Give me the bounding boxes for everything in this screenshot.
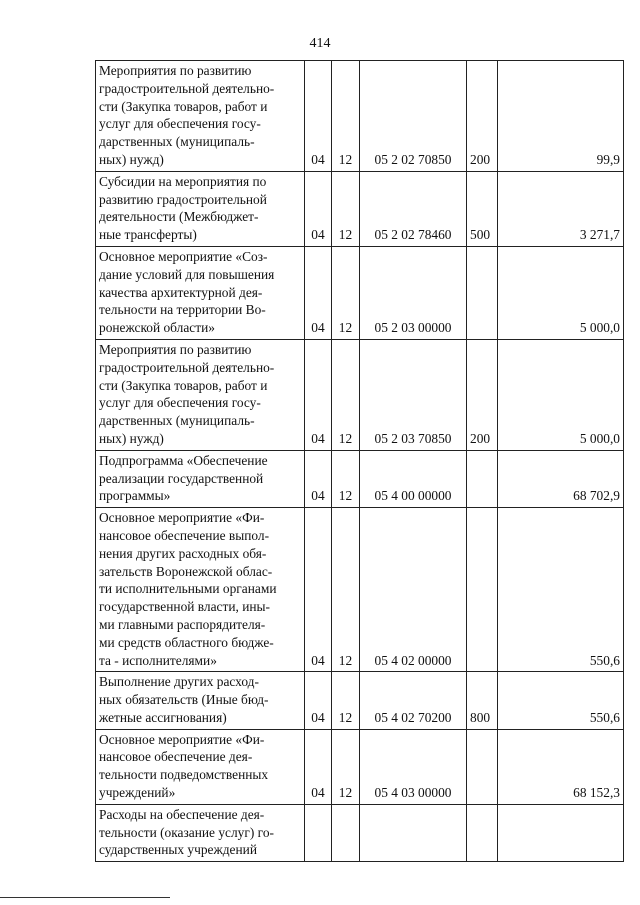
expense-type-cell (467, 246, 498, 339)
subsection-code-cell: 12 (332, 508, 360, 672)
row-name-cell: Подпрограмма «Обеспечение реализации государственной программы» (96, 450, 305, 507)
section-code-cell: 04 (305, 246, 332, 339)
target-article-cell (360, 804, 467, 861)
sum-cell: 3 271,7 (498, 171, 624, 246)
subsection-code-cell: 12 (332, 171, 360, 246)
target-article-cell: 05 2 02 70850 (360, 61, 467, 172)
table-row (96, 61, 624, 172)
table-row (96, 339, 624, 450)
subsection-code-cell: 12 (332, 450, 360, 507)
subsection-code-cell (332, 804, 360, 861)
section-code-cell: 04 (305, 450, 332, 507)
target-article-cell: 05 4 02 00000 (360, 508, 467, 672)
page-number: 414 (309, 36, 331, 51)
section-code-cell (305, 804, 332, 861)
sum-cell: 5 000,0 (498, 246, 624, 339)
row-name-cell: Расходы на обеспечение дея- тельности (оказание услуг) го- сударственных учреждений (96, 804, 305, 861)
sum-cell: 68 152,3 (498, 729, 624, 804)
table-row (96, 804, 624, 861)
expense-type-cell: 200 (467, 339, 498, 450)
sum-cell: 68 702,9 (498, 450, 624, 507)
budget-table (95, 60, 624, 862)
sum-cell (498, 804, 624, 861)
table-row (96, 508, 624, 672)
target-article-cell: 05 4 02 70200 (360, 672, 467, 729)
row-name-cell: Мероприятия по развитию градостроительной деятельно- сти (Закупка товаров, работ и услуг для обеспечения госу- дарственных (муниципаль- ных) нужд) (96, 339, 305, 450)
sum-cell: 99,9 (498, 61, 624, 172)
sum-cell: 550,6 (498, 672, 624, 729)
row-name-cell: Основное мероприятие «Фи- нансовое обеспечение дея- тельности подведомственных учреждений» (96, 729, 305, 804)
table-row (96, 450, 624, 507)
section-code-cell: 04 (305, 672, 332, 729)
section-code-cell: 04 (305, 339, 332, 450)
budget-table-body (96, 61, 624, 862)
expense-type-cell (467, 729, 498, 804)
expense-type-cell (467, 450, 498, 507)
target-article-cell: 05 2 02 78460 (360, 171, 467, 246)
row-name-cell: Основное мероприятие «Фи- нансовое обеспечение выпол- нения других расходных обя- зательств Воронежской облас- ти исполнительными органами государственной власти, ины- ми главными распорядителя- ми средств областного бюдже- та - исполнителями» (96, 508, 305, 672)
table-row (96, 171, 624, 246)
expense-type-cell (467, 804, 498, 861)
target-article-cell: 05 4 00 00000 (360, 450, 467, 507)
expense-type-cell (467, 508, 498, 672)
target-article-cell: 05 2 03 70850 (360, 339, 467, 450)
expense-type-cell: 500 (467, 171, 498, 246)
footer-divider (0, 897, 170, 898)
sum-cell: 550,6 (498, 508, 624, 672)
target-article-cell: 05 4 03 00000 (360, 729, 467, 804)
table-row (96, 246, 624, 339)
row-name-cell: Субсидии на мероприятия по развитию градостроительной деятельности (Межбюджет- ные трансферты) (96, 171, 305, 246)
target-article-cell: 05 2 03 00000 (360, 246, 467, 339)
subsection-code-cell: 12 (332, 61, 360, 172)
sum-cell: 5 000,0 (498, 339, 624, 450)
row-name-cell: Выполнение других расход- ных обязательств (Иные бюд- жетные ассигнования) (96, 672, 305, 729)
table-row (96, 729, 624, 804)
row-name-cell: Мероприятия по развитию градостроительной деятельно- сти (Закупка товаров, работ и услуг для обеспечения госу- дарственных (муниципаль- ных) нужд) (96, 61, 305, 172)
expense-type-cell: 800 (467, 672, 498, 729)
section-code-cell: 04 (305, 508, 332, 672)
subsection-code-cell: 12 (332, 339, 360, 450)
section-code-cell: 04 (305, 171, 332, 246)
row-name-cell: Основное мероприятие «Соз- дание условий для повышения качества архитектурной дея- тельности на территории Во- ронежской области» (96, 246, 305, 339)
expense-type-cell: 200 (467, 61, 498, 172)
subsection-code-cell: 12 (332, 246, 360, 339)
section-code-cell: 04 (305, 61, 332, 172)
subsection-code-cell: 12 (332, 729, 360, 804)
table-row (96, 672, 624, 729)
section-code-cell: 04 (305, 729, 332, 804)
subsection-code-cell: 12 (332, 672, 360, 729)
